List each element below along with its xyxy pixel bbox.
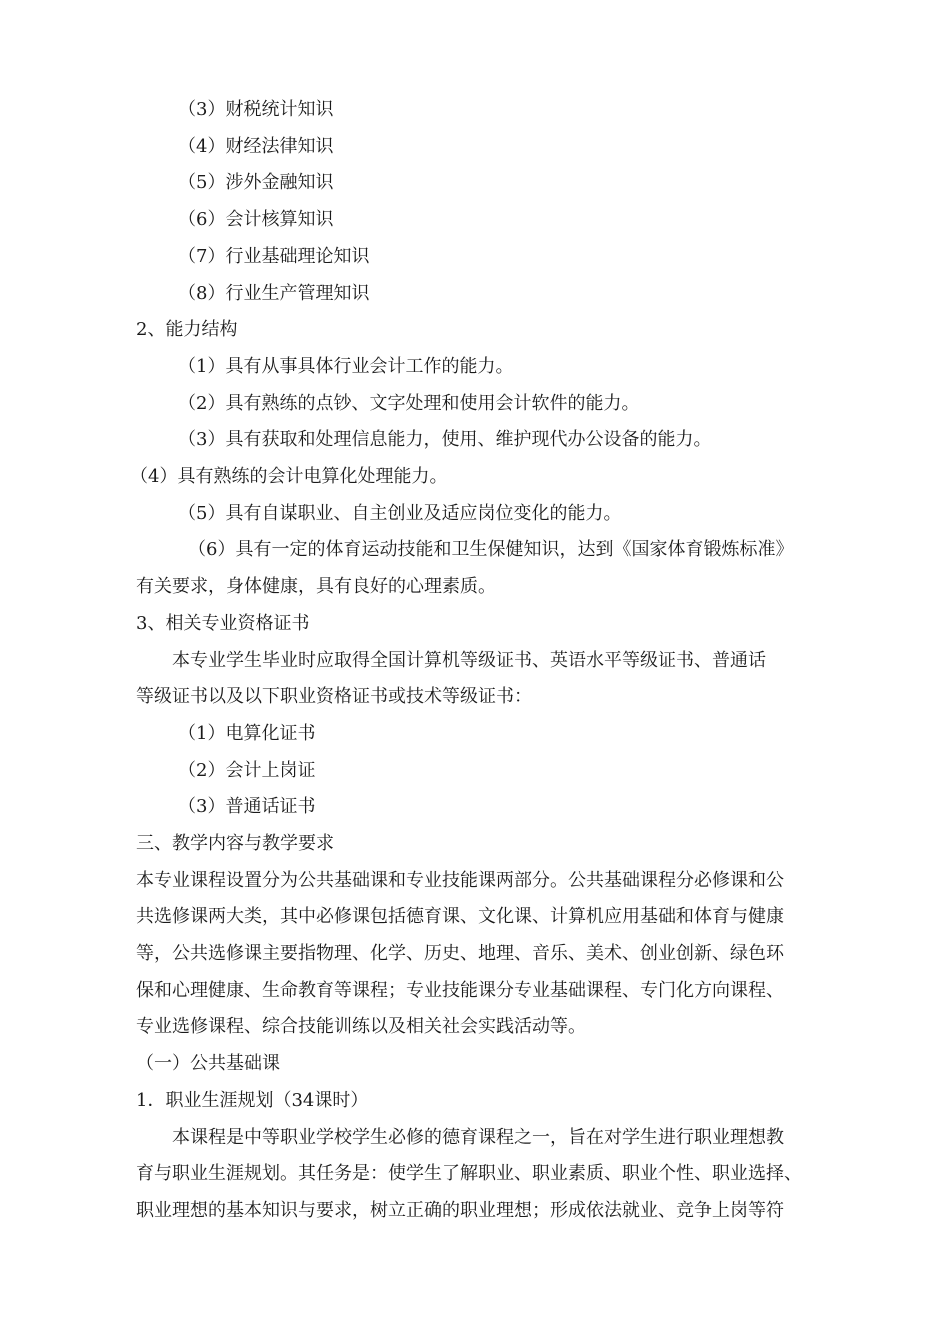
certificate-item: （1）电算化证书 xyxy=(178,723,316,744)
certificate-item: （3）普通话证书 xyxy=(178,796,316,817)
part-heading: 三、教学内容与教学要求 xyxy=(136,833,334,854)
knowledge-item: （8）行业生产管理知识 xyxy=(178,283,370,304)
paragraph-line: 等级证书以及以下职业资格证书或技术等级证书： xyxy=(136,686,532,707)
ability-item: （3）具有获取和处理信息能力，使用、维护现代办公设备的能力。 xyxy=(178,429,712,450)
certificate-item: （2）会计上岗证 xyxy=(178,760,316,781)
paragraph-line: 育与职业生涯规划。其任务是：使学生了解职业、职业素质、职业个性、职业选择、 xyxy=(136,1163,802,1184)
ability-item-continuation: 有关要求，身体健康，具有良好的心理素质。 xyxy=(136,576,496,597)
ability-item: （2）具有熟练的点钞、文字处理和使用会计软件的能力。 xyxy=(178,393,640,414)
ability-item: （4）具有熟练的会计电算化处理能力。 xyxy=(130,466,448,487)
knowledge-item: （7）行业基础理论知识 xyxy=(178,246,370,267)
paragraph-line: 本专业学生毕业时应取得全国计算机等级证书、英语水平等级证书、普通话 xyxy=(172,650,766,671)
course-title: 1．职业生涯规划（34课时） xyxy=(136,1090,369,1111)
knowledge-item: （4）财经法律知识 xyxy=(178,136,334,157)
knowledge-item: （3）财税统计知识 xyxy=(178,99,334,120)
knowledge-item: （5）涉外金融知识 xyxy=(178,172,334,193)
ability-item: （6）具有一定的体育运动技能和卫生保健知识，达到《国家体育锻炼标准》 xyxy=(188,539,794,560)
paragraph-line: 专业选修课程、综合技能训练以及相关社会实践活动等。 xyxy=(136,1016,586,1037)
paragraph-line: 职业理想的基本知识与要求，树立正确的职业理想；形成依法就业、竞争上岗等符 xyxy=(136,1200,784,1221)
paragraph-line: 等，公共选修课主要指物理、化学、历史、地理、音乐、美术、创业创新、绿色环 xyxy=(136,943,784,964)
paragraph-line: 本课程是中等职业学校学生必修的德育课程之一，旨在对学生进行职业理想教 xyxy=(172,1127,784,1148)
ability-item: （5）具有自谋职业、自主创业及适应岗位变化的能力。 xyxy=(178,503,622,524)
paragraph-line: 本专业课程设置分为公共基础课和专业技能课两部分。公共基础课程分必修课和公 xyxy=(136,870,784,891)
sub-heading: （一）公共基础课 xyxy=(136,1053,280,1074)
paragraph-line: 保和心理健康、生命教育等课程；专业技能课分专业基础课程、专门化方向课程、 xyxy=(136,980,784,1001)
ability-item: （1）具有从事具体行业会计工作的能力。 xyxy=(178,356,514,377)
knowledge-item: （6）会计核算知识 xyxy=(178,209,334,230)
paragraph-line: 共选修课两大类，其中必修课包括德育课、文化课、计算机应用基础和体育与健康 xyxy=(136,906,784,927)
section-heading: 2、能力结构 xyxy=(136,319,238,340)
section-heading: 3、相关专业资格证书 xyxy=(136,613,310,634)
